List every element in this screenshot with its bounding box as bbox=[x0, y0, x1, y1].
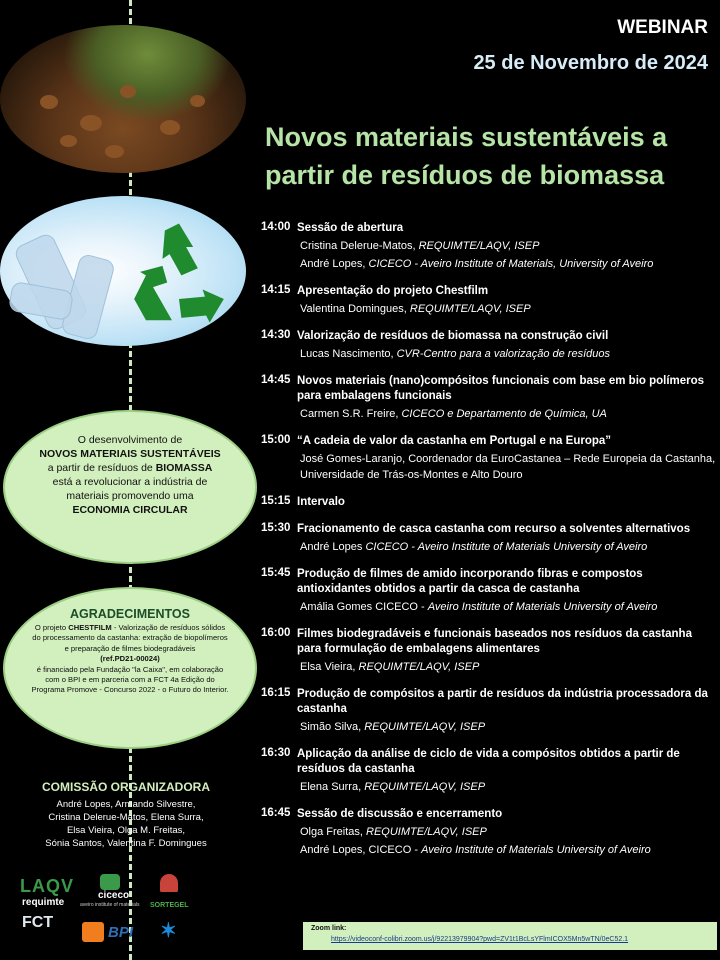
speaker-name: André Lopes, bbox=[300, 258, 369, 270]
program-item bbox=[261, 329, 716, 362]
session-time: 16:30 bbox=[261, 747, 291, 759]
acknowledgements-oval bbox=[3, 587, 257, 749]
session-time: 16:45 bbox=[261, 807, 291, 819]
intro-text: O desenvolvimento de bbox=[77, 434, 183, 446]
session-title: Sessão de abertura bbox=[297, 222, 404, 234]
committee-line: Sónia Santos, Valentina F. Domingues bbox=[45, 838, 207, 849]
recycling-photo bbox=[0, 196, 246, 346]
lacaixa-mark bbox=[82, 922, 104, 942]
intro-oval bbox=[3, 410, 257, 564]
speaker bbox=[300, 719, 716, 735]
sortegel-mark bbox=[160, 874, 178, 892]
speaker-affiliation: Aveiro Institute of Materials University of Aveiro bbox=[421, 844, 651, 856]
session-title: Valorização de resíduos de biomassa na construção civil bbox=[297, 330, 609, 342]
program-item bbox=[261, 747, 716, 795]
recycle-icon bbox=[120, 214, 238, 332]
speaker bbox=[300, 824, 716, 840]
program-item bbox=[261, 522, 716, 555]
session-title: Apresentação do projeto Chestfilm bbox=[297, 285, 489, 297]
committee-line: André Lopes, Armando Silvestre, bbox=[56, 799, 196, 810]
speaker-name: Amália Gomes CICECO - bbox=[300, 601, 428, 613]
ciceco-subtitle: aveiro institute of materials bbox=[80, 902, 140, 908]
speaker-name: Lucas Nascimento, bbox=[300, 348, 397, 360]
ack-ref: (ref.PD21-00024) bbox=[100, 654, 160, 664]
speaker-name: Valentina Domingues, bbox=[300, 303, 410, 315]
speaker bbox=[300, 842, 716, 858]
session-title: Sessão de discussão e encerramento bbox=[297, 808, 503, 820]
speaker bbox=[300, 599, 716, 615]
star-mark: ✶ bbox=[160, 920, 177, 942]
program-item bbox=[261, 374, 716, 422]
intro-highlight: NOVOS MATERIAIS SUSTENTÁVEIS bbox=[39, 448, 221, 460]
committee-line: Elsa Vieira, Olga M. Freitas, bbox=[66, 825, 186, 836]
speaker-name: Elsa Vieira, bbox=[300, 661, 359, 673]
program-item bbox=[261, 567, 716, 615]
program-list bbox=[261, 221, 716, 870]
speaker bbox=[300, 256, 716, 272]
page-title: Novos materiais sustentáveis a partir de resíduos de biomassa bbox=[265, 122, 668, 190]
speaker-affiliation: REQUIMTE/LAQV, ISEP bbox=[364, 781, 486, 793]
session-title: “A cadeia de valor da castanha em Portugal e na Europa” bbox=[297, 435, 612, 447]
ack-text: - Valorização de resíduos sólidos do processamento da castanha: extração de biopolímeros e preparação de filmes biodegradáveis bbox=[32, 623, 228, 653]
laqv-logo: LAQV bbox=[20, 876, 75, 896]
ciceco-logo: ciceco bbox=[98, 890, 130, 901]
speaker-name: José Gomes-Laranjo, Coordenador da EuroCastanea – Rede Europeia da Castanha, Universidade de Trás-os-Montes e Alto Douro bbox=[300, 453, 716, 481]
program-item bbox=[261, 495, 716, 510]
speaker-name: André Lopes, CICECO - bbox=[300, 844, 422, 856]
zoom-box bbox=[303, 922, 717, 950]
speaker-name: Cristina Delerue-Matos, bbox=[300, 240, 419, 252]
speaker-name: Elena Surra, bbox=[300, 781, 365, 793]
fct-logo: FCT bbox=[22, 914, 54, 931]
requimte-logo: requimte bbox=[22, 897, 65, 908]
session-time: 15:00 bbox=[261, 434, 291, 446]
event-date: 25 de Novembro de 2024 bbox=[473, 52, 708, 74]
session-title: Aplicação da análise de ciclo de vida a compósitos obtidos a partir de resíduos da castanha bbox=[297, 748, 680, 775]
speaker bbox=[300, 779, 716, 795]
speaker-affiliation: REQUIMTE/LAQV, ISEP bbox=[358, 661, 480, 673]
speaker-affiliation: REQUIMTE/LAQV, ISEP bbox=[409, 303, 531, 315]
sponsor-logos bbox=[20, 872, 220, 952]
session-title: Intervalo bbox=[297, 496, 345, 508]
session-time: 16:15 bbox=[261, 687, 291, 699]
acknowledgements-heading: AGRADECIMENTOS bbox=[70, 607, 190, 621]
intro-highlight: ECONOMIA CIRCULAR bbox=[72, 504, 188, 516]
session-title: Novos materiais (nano)compósitos funcionais com base em bio polímeros para embalagens funcionais bbox=[297, 375, 705, 402]
program-item bbox=[261, 221, 716, 272]
speaker-affiliation: CICECO - Aveiro Institute of Materials University of Aveiro bbox=[365, 541, 648, 553]
program-item bbox=[261, 284, 716, 317]
session-time: 15:30 bbox=[261, 522, 291, 534]
session-title: Filmes biodegradáveis e funcionais baseados nos resíduos da castanha para formulação de embalagens alimentares bbox=[297, 628, 692, 655]
program-item bbox=[261, 627, 716, 675]
speaker bbox=[300, 238, 716, 254]
speaker-affiliation: CICECO e Departamento de Química, UA bbox=[401, 408, 607, 420]
ciceco-mark bbox=[100, 874, 120, 890]
committee-line: Cristina Delerue-Matos, Elena Surra, bbox=[48, 812, 204, 823]
program-item bbox=[261, 434, 716, 483]
intro-highlight: BIOMASSA bbox=[155, 462, 213, 474]
speaker-affiliation: REQUIMTE/LAQV, ISEP bbox=[418, 240, 540, 252]
speaker bbox=[300, 406, 716, 422]
speaker bbox=[300, 539, 716, 555]
session-title: Fracionamento de casca castanha com recurso a solventes alternativos bbox=[297, 523, 691, 535]
session-time: 14:45 bbox=[261, 374, 291, 386]
speaker bbox=[300, 346, 716, 362]
intro-text: a partir de resíduos de bbox=[47, 462, 153, 474]
program-item bbox=[261, 807, 716, 858]
session-time: 16:00 bbox=[261, 627, 291, 639]
speaker-name: Simão Silva, bbox=[300, 721, 365, 733]
zoom-label: Zoom link: bbox=[311, 925, 347, 932]
speaker-name: Carmen S.R. Freire, bbox=[300, 408, 402, 420]
zoom-link[interactable]: https://videoconf-colibri.zoom.us/j/92213979904?pwd=ZV1t1BcLsYFlmICOX5Mn5wTN/0eC52.1 bbox=[331, 936, 629, 943]
ack-text: O projeto bbox=[34, 623, 67, 632]
committee-heading: COMISSÃO ORGANIZADORA bbox=[42, 780, 210, 794]
speaker-affiliation: REQUIMTE/LAQV, ISEP bbox=[364, 721, 486, 733]
bpi-logo: BPI bbox=[108, 924, 134, 941]
sortegel-logo: SORTEGEL bbox=[150, 902, 189, 909]
speaker bbox=[300, 659, 716, 675]
event-type: WEBINAR bbox=[617, 17, 708, 38]
session-title: Produção de compósitos a partir de resíduos da indústria processadora da castanha bbox=[297, 688, 708, 715]
speaker-affiliation: REQUIMTE/LAQV, ISEP bbox=[366, 826, 487, 838]
session-time: 14:15 bbox=[261, 284, 291, 296]
session-time: 14:00 bbox=[261, 221, 291, 233]
speaker-name: Olga Freitas, bbox=[300, 826, 367, 838]
program-item bbox=[261, 687, 716, 735]
organizing-committee bbox=[0, 780, 252, 850]
ack-text: é financiado pela Fundação "la Caixa", em colaboração com o BPI e em parceria com a FCT 4a Edição do Programa Promove - Concurso 2022 - o Futuro do Interior. bbox=[31, 664, 229, 695]
session-time: 14:30 bbox=[261, 329, 291, 341]
session-title: Produção de filmes de amido incorporando fibras e compostos antioxidantes obtidos a partir da casca de castanha bbox=[297, 568, 643, 595]
chestnut-photo bbox=[0, 25, 246, 173]
speaker-name: André Lopes bbox=[300, 541, 366, 553]
intro-text: está a revolucionar a indústria de materiais promovendo uma bbox=[52, 476, 208, 502]
speaker-affiliation: Aveiro Institute of Materials University of Aveiro bbox=[427, 601, 658, 613]
speaker bbox=[300, 451, 716, 483]
session-time: 15:15 bbox=[261, 495, 291, 507]
session-time: 15:45 bbox=[261, 567, 291, 579]
speaker-affiliation: CVR-Centro para a valorização de resíduos bbox=[396, 348, 610, 360]
speaker bbox=[300, 301, 716, 317]
ack-project: CHESTFILM bbox=[68, 623, 112, 632]
speaker-affiliation: CICECO - Aveiro Institute of Materials, University of Aveiro bbox=[368, 258, 654, 270]
